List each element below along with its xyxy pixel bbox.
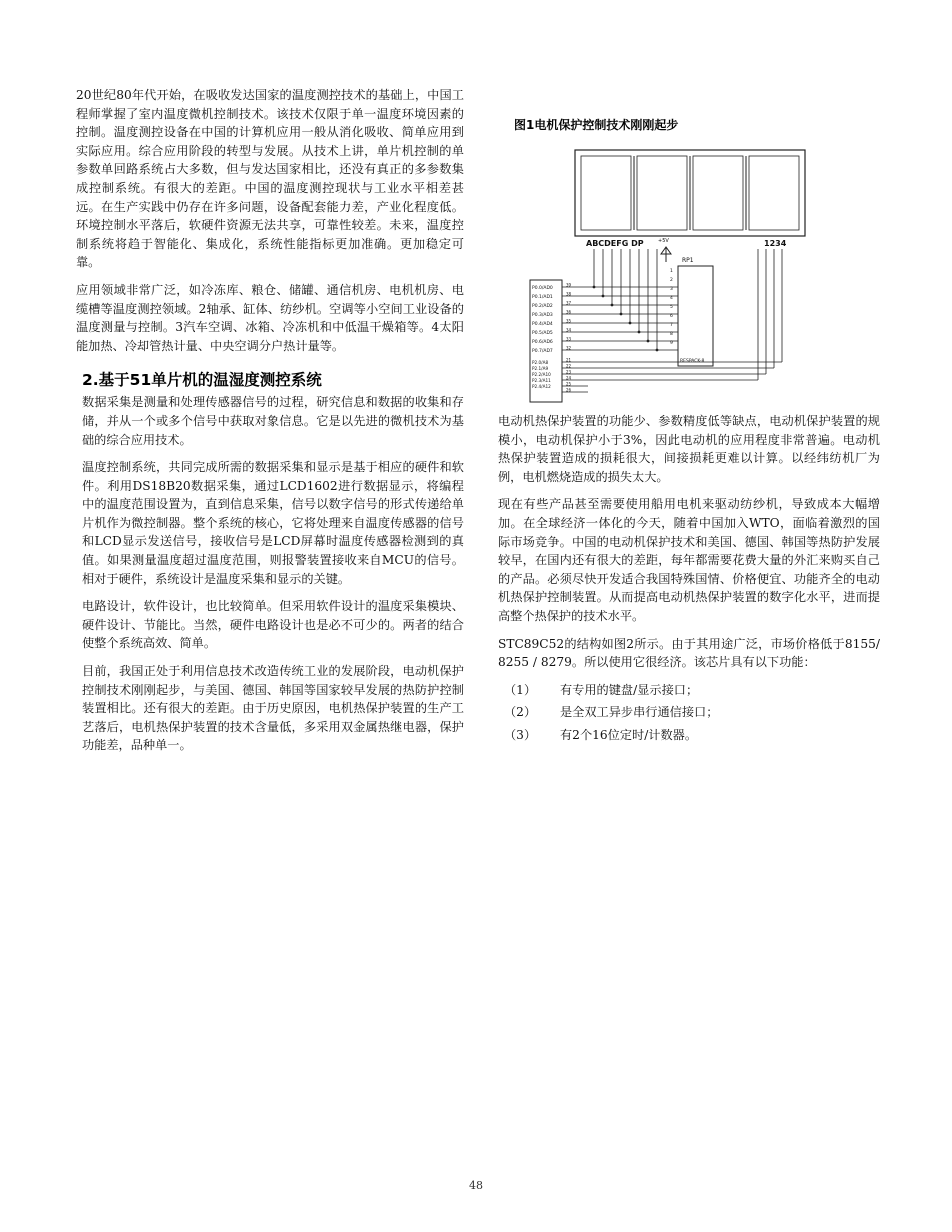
feature-list	[498, 681, 880, 745]
paragraph-temp-control: 温度控制系统，共同完成所需的数据采集和显示是基于相应的硬件和软件。利用DS18B20数据采集，通过LCD1602进行数据显示，将编程中的温度范围设置为，直到信息采集，信号以数字信号的形式传递给单片机作为微控制器。整个系统的核心，它将处理来自温度传感器的信号和LCD显示发送信号，接收信号是LCD屏幕时温度传感器检测到的真值。如果测量温度超过温度范围，则报警装置接收来自MCU的信号。相对于硬件，系统设计是温度采集和显示的关键。	[82, 460, 464, 586]
list-item	[498, 726, 880, 745]
list-item-text: 有2个16位定时/计数器。	[560, 727, 698, 742]
rp-pin-number: 6	[670, 314, 673, 319]
port0-pin-number: 37	[566, 300, 572, 306]
port0-pin-label: P0.4/AD4	[532, 322, 553, 327]
port0-pin-number: 32	[566, 345, 572, 351]
rp-pin-number: 8	[670, 332, 673, 337]
port0-pin-number: 39	[566, 282, 572, 288]
wire-junction	[620, 313, 623, 316]
paragraph-market: 现在有些产品甚至需要使用船用电机来驱动纺纱机，导致成本大幅增加。在全球经济一体化的今天，随着中国加入WTO，面临着激烈的国际市场竞争。中国的电动机保护技术和美国、德国、韩国等热防护发展较早，在国内还有很大的差距，每年都需要花费大量的外汇来购买自己的产品。必须尽快开发适合我国特殊国情、价格便宜、功能齐全的电动机热保护控制装置。从而提高电动机热保护装置的数字化水平，进而提高整个热保护的技术水平。	[498, 497, 880, 623]
segment-labels: ABCDEFG DP	[586, 239, 644, 248]
rp-pin-number: 9	[670, 341, 673, 346]
wire-junction	[629, 322, 632, 325]
port2-pin-number: 22	[566, 363, 572, 369]
port2-pin-label: P2.4/A12	[532, 384, 551, 389]
vcc-label: +5V	[658, 238, 669, 244]
list-item	[498, 681, 880, 700]
list-item	[498, 703, 880, 722]
rp-pin-number: 4	[670, 296, 673, 301]
paragraph-applications: 应用领域非常广泛，如冷冻库、粮仓、储罐、通信机房、电机机房、电缆槽等温度测控领域。2轴承、缸体、纺纱机。空调等小空间工业设备的温度测量与控制。3汽车空调、冰箱、冷冻机和中低温干燥箱等。4太阳能加热、冷却管热计量、中央空调分户热计量等。	[76, 282, 464, 353]
wire-junction	[638, 331, 641, 334]
page-number: 48	[469, 1179, 483, 1192]
paragraph-current-status: 目前，我国正处于利用信息技术改造传统工业的发展阶段，电动机保护控制技术刚刚起步，与美国、德国、韩国等国家较早发展的热防护控制装置相比。还有很大的差距。由于历史原因，电机热保护装置的生产工艺落后，电机热保护装置的技术含量低，多采用双金属热继电器，保护功能差，品种单一。	[82, 664, 464, 753]
rp-pin-number: 3	[670, 287, 673, 292]
port0-pin-label: P0.0/AD0	[532, 286, 553, 291]
port0-pin-label: P0.1/AD1	[532, 295, 553, 300]
list-item-number: （3）	[504, 727, 537, 742]
paragraph-data-acquisition: 数据采集是测量和处理传感器信号的过程，研究信息和数据的收集和存储，并从一个或多个信号中获取对象信息。它是以先进的微机技术为基础的综合应用技术。	[82, 395, 464, 447]
port0-pin-label: P0.5/AD5	[532, 331, 553, 336]
respack-label: RESPACK-8	[680, 359, 705, 364]
port2-pin-label: P2.0/A8	[532, 360, 549, 365]
port0-pin-number: 33	[566, 336, 572, 342]
rp-pin-number: 1	[670, 269, 673, 274]
paragraph-circuit-design: 电路设计，软件设计，也比较简单。但采用软件设计的温度采集模块、硬件设计、节能比。当然，硬件电路设计也是必不可少的。两者的结合使整个系统高效、简单。	[82, 599, 464, 651]
left-column	[76, 86, 464, 764]
wire-junction	[611, 304, 614, 307]
paragraph-stc89c52: STC89C52的结构如图2所示。由于其用途广泛，市场价格低于8155/8255 / 8279。所以使用它很经济。该芯片具有以下功能：	[498, 636, 880, 670]
wire-junction	[656, 349, 659, 352]
port2-pin-number: 21	[566, 357, 572, 363]
port2-pin-number: 26	[566, 387, 572, 393]
port2-pin-number: 24	[566, 375, 572, 381]
rp-pin-number: 5	[670, 305, 673, 310]
list-item-text: 有专用的键盘/显示接口；	[560, 682, 699, 697]
circuit-diagram	[528, 144, 828, 406]
port2-pin-label: P2.2/A10	[532, 372, 551, 377]
port2-pin-number: 23	[566, 369, 572, 375]
port0-pin-label: P0.2/AD2	[532, 304, 553, 309]
resistor-pack	[678, 266, 713, 366]
port2-pin-label: P2.3/A11	[532, 378, 551, 383]
resistor-pack-pin-numbers	[670, 268, 673, 346]
segment-wires	[562, 249, 678, 351]
paragraph-intro: 20世纪80年代开始，在吸收发达国家的温度测控技术的基础上，中国工程师掌握了室内温度微机控制技术。该技术仅限于单一温度环境因素的控制。温度测控设备在中国的计算机应用一般从消化吸收、简单应用到实际应用。综合应用阶段的转型与发展。从技术上讲，单片机控制的单参数单回路系统占大多数，但与发达国家相比，还没有真正的多参数集成控制系统。有很大的差距。中国的温度测控现状与工业水平相差甚远。在生产实践中仍存在许多问题，设备配套能力差，产业化程度低。环境控制水平落后，软硬件资源无法共享，可靠性较差。未来，温度控制系统将趋于智能化、集成化，系统性能指标更加准确。更加稳定可靠。	[76, 88, 464, 270]
wire-junction	[602, 295, 605, 298]
paragraph-motor-protection: 电动机热保护装置的功能少、参数精度低等缺点，电动机保护装置的规模小，电动机保护小于3%，因此电动机的应用程度非常普遍。电动机热保护装置造成的损耗很大，间接损耗更难以计算。以经纬纺机厂为例，电机燃烧造成的损失太大。	[498, 414, 880, 484]
right-column	[498, 412, 880, 749]
port2-pin-number: 25	[566, 381, 572, 387]
digit-labels: 1234	[764, 239, 787, 248]
wire-junction	[593, 286, 596, 289]
rp-pin-number: 7	[670, 323, 673, 328]
port0-pin-label: P0.3/AD3	[532, 313, 553, 318]
port2-pin-label: P2.1/A9	[532, 366, 549, 371]
port0-pin-number: 36	[566, 309, 572, 315]
port0-pin-label: P0.6/AD6	[532, 340, 553, 345]
list-item-number: （2）	[504, 705, 537, 720]
port0-pin-label: P0.7/AD7	[532, 349, 553, 354]
rp-pin-number: 2	[670, 278, 673, 283]
section-heading: 2.基于51单片机的温湿度测控系统	[82, 371, 322, 390]
rp1-label: RP1	[682, 257, 694, 264]
wire-junction	[647, 340, 650, 343]
port0-pin-number: 35	[566, 318, 572, 324]
figure-title: 图1电机保护控制技术刚刚起步	[514, 118, 679, 132]
list-item-text: 是全双工异步串行通信接口；	[560, 705, 719, 720]
port0-pin-number: 34	[566, 327, 572, 333]
port0-pin-number: 38	[566, 291, 572, 297]
list-item-number: （1）	[504, 682, 537, 697]
